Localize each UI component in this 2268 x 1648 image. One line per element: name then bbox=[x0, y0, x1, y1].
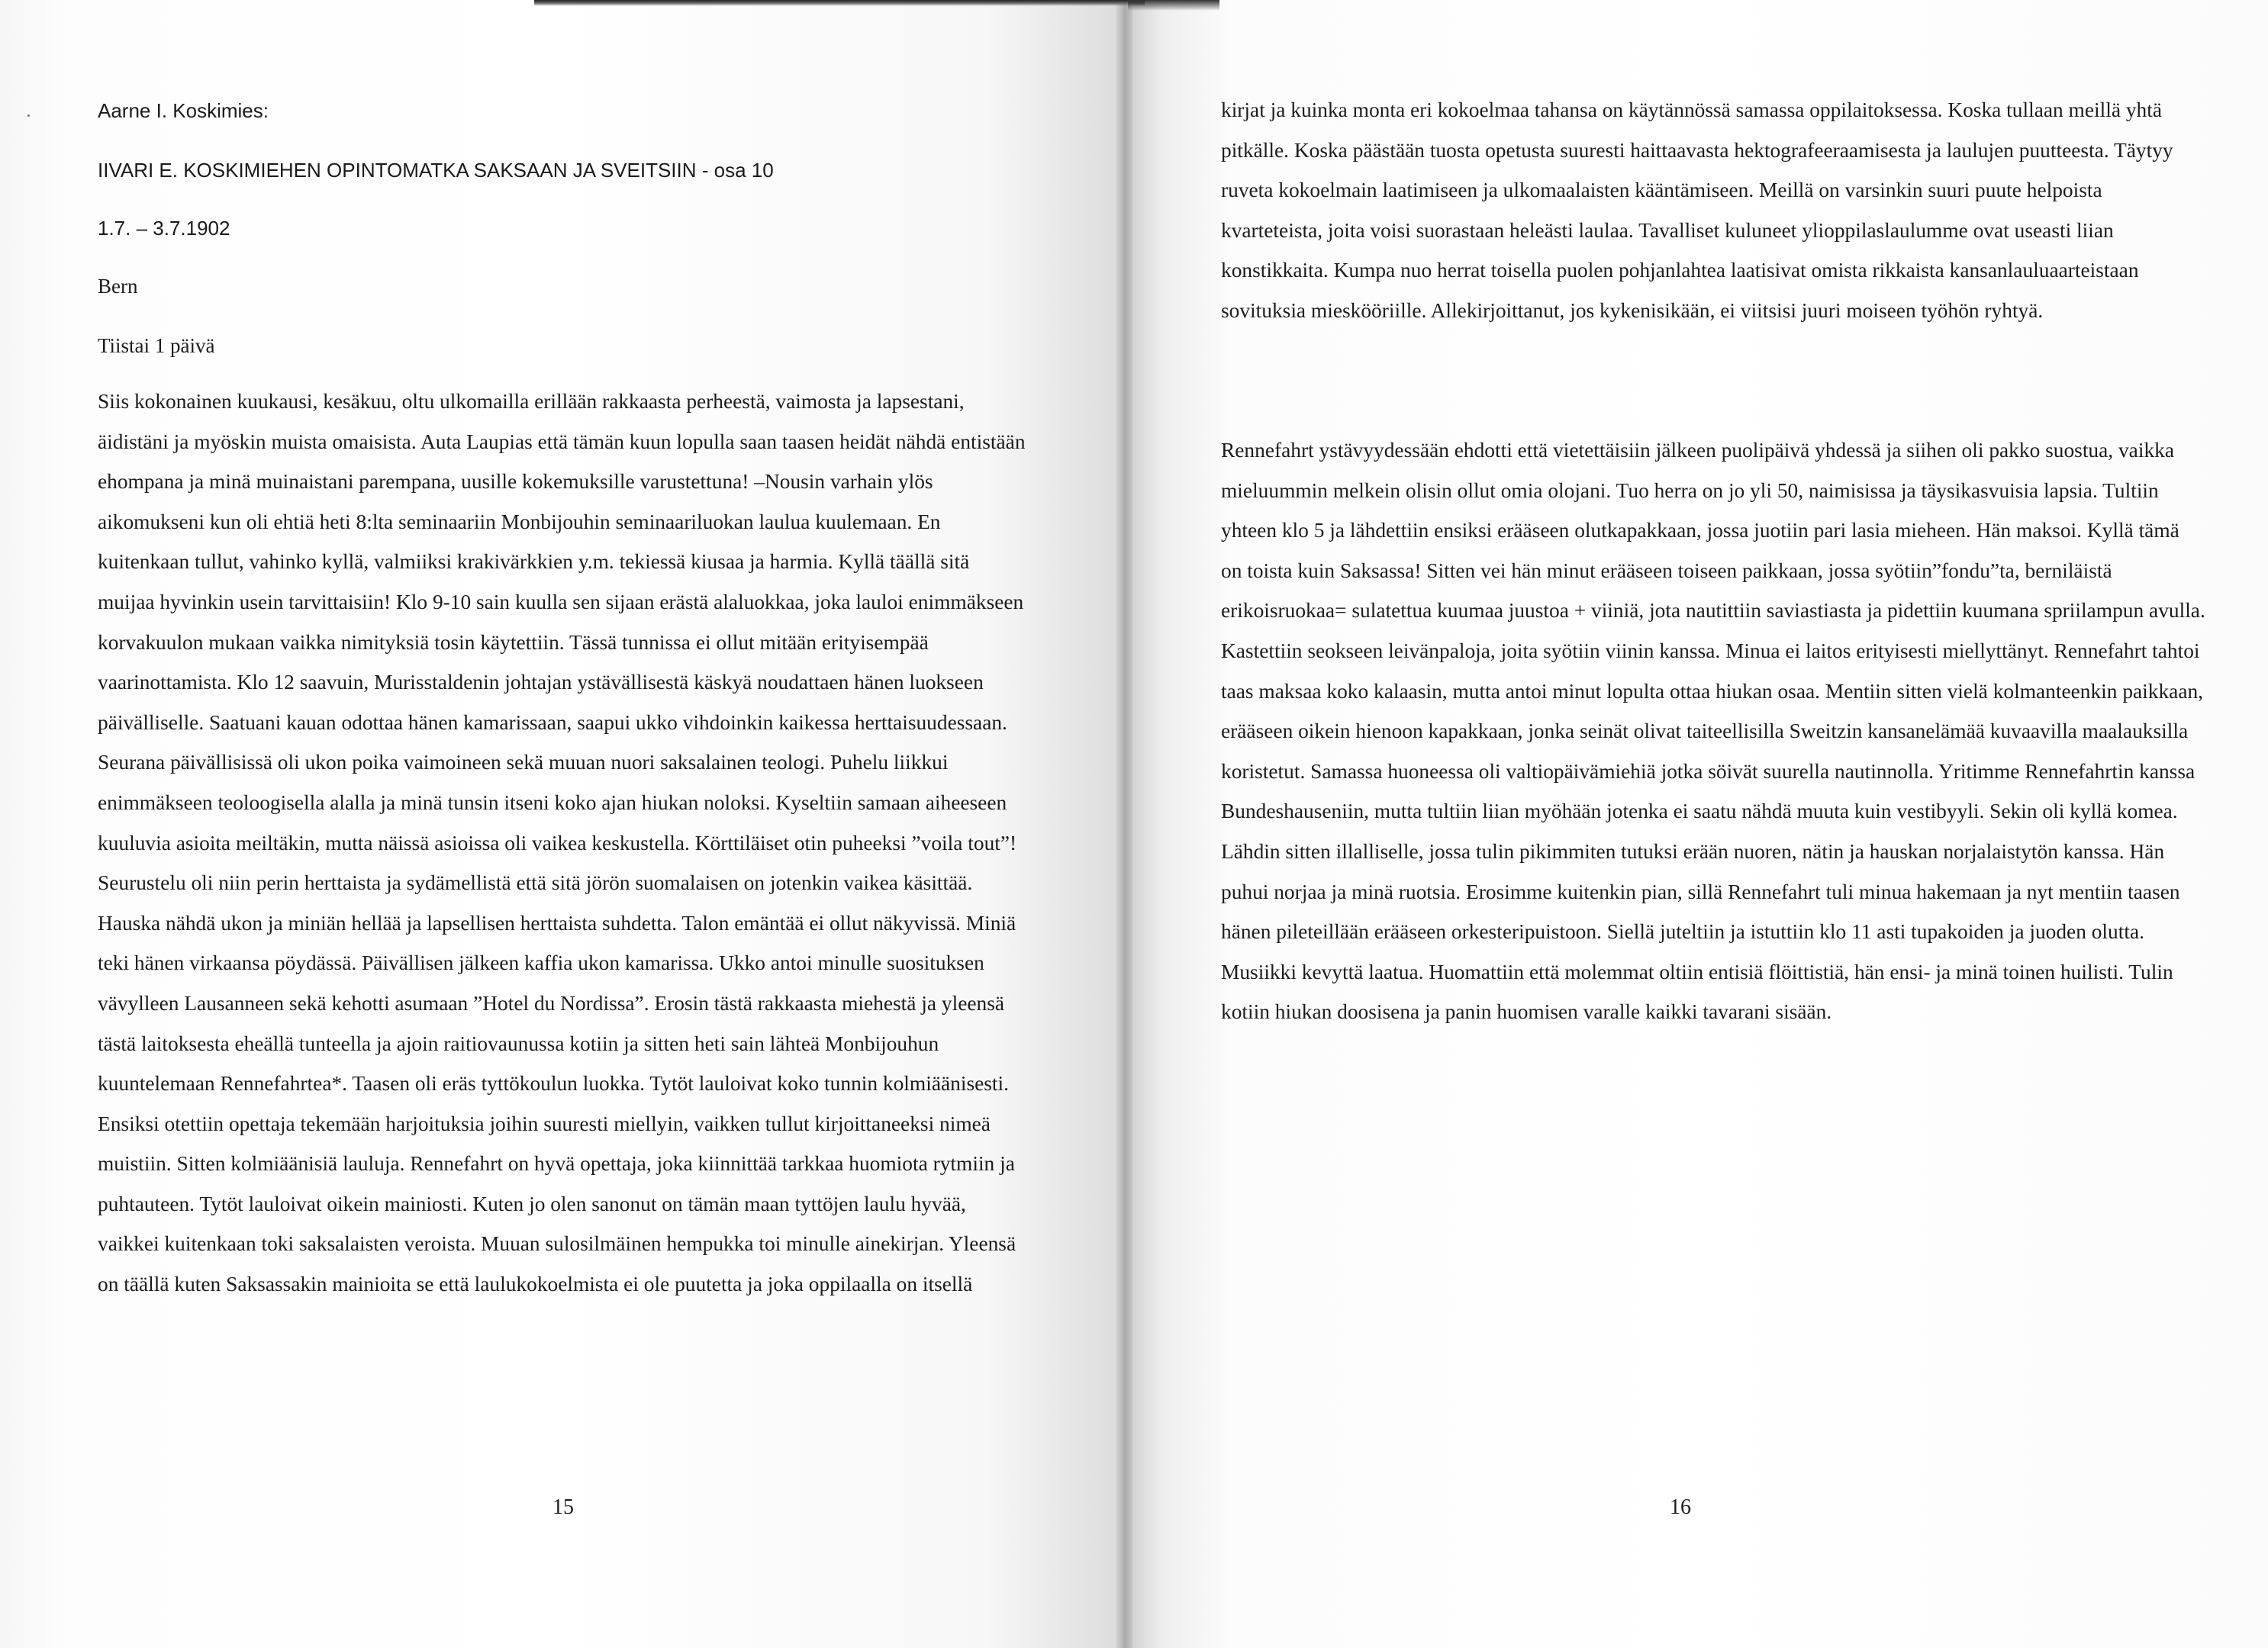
page-number-right: 16 bbox=[1670, 1495, 1691, 1519]
right-page bbox=[1128, 0, 2268, 1648]
page-number-left: 15 bbox=[553, 1495, 574, 1519]
right-paragraph-1: kirjat ja kuinka monta eri kokoelmaa tahansa on käytännössä samassa oppilaitoksessa. Koska tullaan meillä yhtä pitkälle. Koska päästään tuosta opetusta suuresti haittaavasta hektografeeraamisesta ja laulujen puutteesta. Täytyy ruveta kokoelmain laatimiseen ja ulkomaalaisten kääntämiseen. Meillä on varsinkin suuri puute helpoista kvarteteista, joita voisi suorastaan heleästi laulaa. Tavalliset kuluneet ylioppilaslaulumme ovat useasti liian konstikkaita. Kumpa nuo herrat toisella puolen pohjanlahtea laatisivat omista rikkaista kansanlauluaarteistaan sovituksia mieskööriille. Allekirjoittanut, jos kykenisikään, ei viitsisi juuri moiseen työhön ryhtyä. bbox=[1221, 98, 2173, 322]
scan-edge-shadow-right bbox=[1128, 0, 1219, 11]
left-body-text: Siis kokonainen kuukausi, kesäkuu, oltu ulkomailla erillään rakkaasta perheestä, vaimosta ja lapsestani, äidistäni ja myöskin muista omaisista. Auta Laupias että tämän kuun lopulla saan taasen heidät nähdä entistään ehompana ja minä muinaistani parempana, uusille kokemuksille varustettuna! –Nousin varhain ylös aikomukseni kun oli ehtiä heti 8:lta seminaariin Monbijouhin seminaariluokan laulua kuulemaan. En kuitenkaan tullut, vahinko kyllä, valmiiksi krakivärkkien y.m. tekiessä kiusaa ja harmia. Kyllä täällä sitä muijaa hyvinkin usein tarvittaisiin! Klo 9-10 sain kuulla sen sijaan erästä alaluokkaa, joka lauloi enimmäkseen korvakuulon mukaan vaikka nimityksiä tosin käytettiin. Tässä tunnissa ei ollut mitään erityisempää vaarinottamista. Klo 12 saavuin, Murisstaldenin johtajan ystävällisestä käskyä noudattaen hänen luokseen päivälliselle. Saatuani kauan odottaa hänen kamarissaan, saapui ukko vihdoinkin kaikessa herttaisuudessaan. Seurana päivällisissä oli ukon poika vaimoineen sekä muuan nuori saksalainen teologi. Puhelu liikkui enimmäkseen teoloogisella alalla ja minä tunsin itseni koko ajan hiukan noloksi. Kyseltiin samaan aiheeseen kuuluvia asioita meiltäkin, mutta näissä asioissa oli vaikea keskustella. Körttiläiset otin puheeksi ”voila tout”! Seurustelu oli niin perin herttaista ja sydämellistä että sitä jörön suomalaisen on jotenkin vaikea käsittää. Hauska nähdä ukon ja miniän hellää ja lapsellisen herttaista suhdetta. Talon emäntää ei ollut näkyvissä. Miniä teki hänen virkaansa pöydässä. Päivällisen jälkeen kaffia ukon kamarissa. Ukko antoi minulle suosituksen vävylleen Lausanneen sekä kehotti asumaan ”Hotel du Nordissa”. Erosin tästä rakkaasta miehestä ja yleensä tästä laitoksesta eheällä tunteella ja ajoin raitiovaunussa kotiin ja sitten heti sain lähteä Monbijouhun kuuntelemaan Rennefahrtea*. Taasen oli eräs tyttökoulun luokka. Tytöt lauloivat koko tunnin kolmiäänisesti. Ensiksi otettiin opettaja tekemään harjoituksia joihin suuresti miellyin, vaikken tullut kirjoittaneeksi nimeä muistiin. Sitten kolmiäänisiä lauluja. Rennefahrt on hyvä opettaja, joka kiinnittää tarkkaa huomiota rytmiin ja puhtauteen. Tytöt lauloivat oikein mainiosti. Kuten jo olen sanonut on tämän maan tyttöjen laulu hyvää, vaikkei kuitenkaan toki saksalaisten veroista. Muuan sulosilmäinen hempukka toi minulle ainekirjan. Yleensä on täällä kuten Saksassakin mainioita se että laulukokoelmista ei ole puutetta ja joka oppilaalla on itsellä bbox=[98, 390, 1026, 1296]
scan-edge-shadow bbox=[534, 0, 1145, 6]
place-heading: Bern bbox=[98, 275, 138, 298]
article-title: IIVARI E. KOSKIMIEHEN OPINTOMATKA SAKSAAN JA SVEITSIIN - osa 10 bbox=[98, 159, 774, 182]
book-gutter bbox=[1116, 0, 1132, 1648]
right-paragraph-2: Rennefahrt ystävyydessään ehdotti että vietettäisiin jälkeen puolipäivä yhdessä ja siihen oli pakko suostua, vaikka mieluummin melkein olisin ollut omia olojani. Tuo herra on jo yli 50, naimisissa ja täysikasvuisia lapsia. Tultiin yhteen klo 5 ja lähdettiin ensiksi erääseen olutkapakkaan, jossa juotiin pari lasia mieheen. Hän maksoi. Kyllä tämä on toista kuin Saksassa! Sitten vei hän minut erääseen toiseen paikkaan, jossa syötiin”fondu”ta, berniläistä erikoisruokaa= sulatettua kuumaa juustoa + viiniä, jota nautittiin saviastiasta ja pidettiin kuumana spriilampun avulla. Kastettiin seokseen leivänpaloja, joita syötiin viinin kanssa. Minua ei laitos erityisesti miellyttänyt. Rennefahrt tahtoi taas maksaa koko kalaasin, mutta antoi minut lopulta ottaa hiukan osaa. Mentiin sitten vielä kolmanteenkin paikkaan, erääseen oikein hienoon kapakkaan, jonka seinät olivat taiteellisilla Sweitzin kansanelämää kuvaavilla maalauksilla koristetut. Samassa huoneessa oli valtiopäivämiehiä jotka söivät suurella nautinnolla. Yritimme Rennefahrtin kanssa Bundeshauseniin, mutta tultiin liian myöhään jotenka ei saatu nähdä muuta kuin vestibyyli. Sekin oli kyllä komea. Lähdin sitten illalliselle, jossa tulin pikimmiten tutuksi erään nuoren, nätin ja hauskan norjalaistytön kanssa. Hän puhui norjaa ja minä ruotsia. Erosimme kuitenkin pian, sillä Rennefahrt tuli minua hakemaan ja nyt mentiin taasen hänen pileteillään erääseen orkesteripuistoon. Siellä juteltiin ja istuttiin klo 11 asti tupakoiden ja juoden olutta. Musiikki kevyttä laatua. Huomattiin että molemmat oltiin entisiä flöittistiä, hän ensi- ja minä toinen huilisti. Tulin kotiin hiukan doosisena ja panin huomisen varalle kaikki tavarani sisään. bbox=[1221, 439, 2205, 1024]
date-range: 1.7. – 3.7.1902 bbox=[98, 217, 230, 240]
dust-speck bbox=[27, 114, 30, 117]
author-line: Aarne I. Koskimies: bbox=[98, 99, 269, 122]
day-heading: Tiistai 1 päivä bbox=[98, 334, 215, 357]
left-page bbox=[0, 0, 1122, 1648]
